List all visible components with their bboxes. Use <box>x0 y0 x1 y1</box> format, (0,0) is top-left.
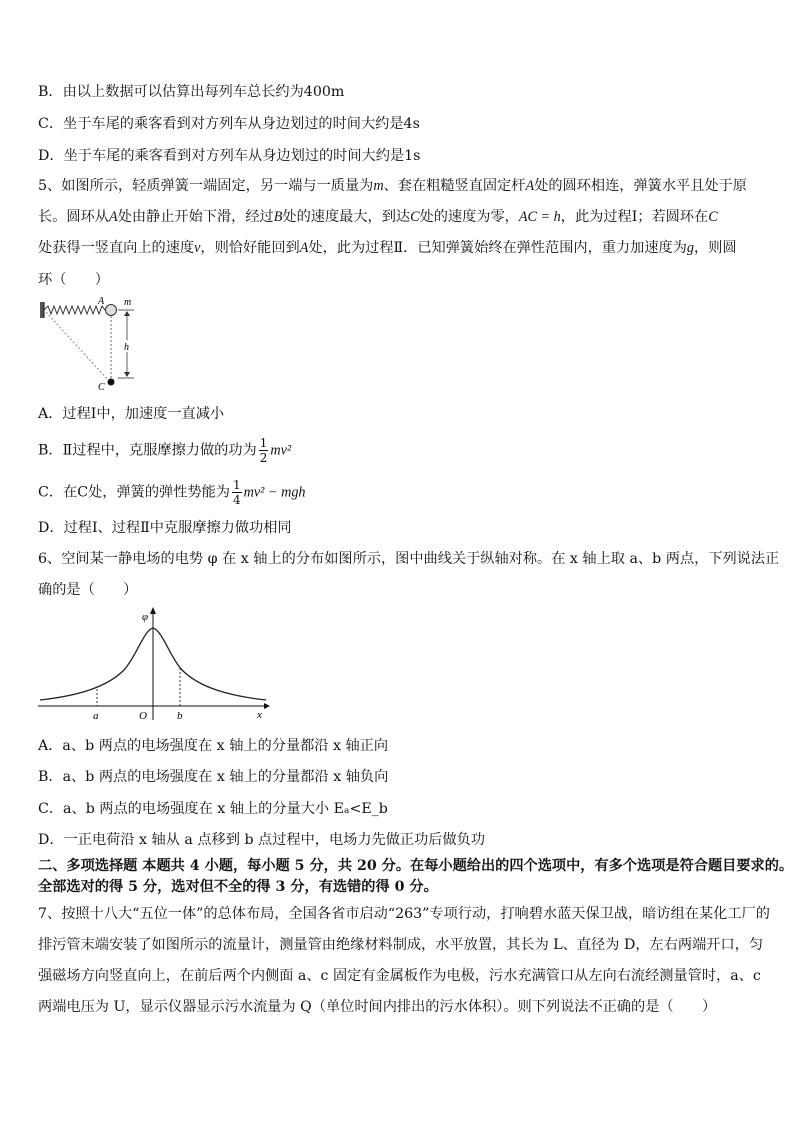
q5-stem-line2: 长。圆环从A处由静止开始下滑，经过B处的速度最大，到达C处的速度为零，AC = h，此为过程Ⅰ；若圆环在C <box>38 209 718 225</box>
q5-option-d: D．过程Ⅰ、过程Ⅱ中克服摩擦力做功相同 <box>38 520 292 536</box>
q6-option-d: D．一正电荷沿 x 轴从 a 点移到 b 点过程中，电场力先做正功后做负功 <box>38 832 486 848</box>
q5-stem-line4: 环（ ） <box>38 272 109 288</box>
q5-option-b: B．Ⅱ过程中，克服摩擦力做的功为 $\frac{1}{2}$ mv² <box>38 436 292 465</box>
q6-option-b: B．a、b 两点的电场强度在 x 轴上的分量都沿 x 轴负向 <box>38 769 389 785</box>
q7-stem-line1: 7、按照十八大“五位一体”的总体布局，全国各省市启动“263”专项行动，打响碧水蓝天保卫战，暗访组在某化工厂的 <box>38 906 770 922</box>
spring-final-position <box>46 312 108 380</box>
wall-hatch <box>40 302 44 318</box>
q6-option-a: A．a、b 两点的电场强度在 x 轴上的分量都沿 x 轴正向 <box>38 738 389 754</box>
q5-spring-figure <box>38 296 148 396</box>
q5-option-a: A．过程Ⅰ中，加速度一直减小 <box>38 406 225 422</box>
x-axis-arrow <box>264 703 270 709</box>
section2-heading-line2: 全部选对的得 5 分，选对但不全的得 3 分，有选错的得 0 分。 <box>38 879 438 895</box>
ring-a <box>106 305 117 316</box>
q7-stem-line3: 强磁场方向竖直向上，在前后两个内侧面 a、c 固定有金属板作为电极，污水充满管口从左向右流经测量管时，a、c <box>38 968 761 984</box>
q6-option-c: C．a、b 两点的电场强度在 x 轴上的分量大小 Eₐ<E_b <box>38 801 388 817</box>
q7-stem-line2: 排污管末端安装了如图所示的流量计，测量管由绝缘材料制成，水平放置，其长为 L、直径为 D，左右两端开口，匀 <box>38 937 764 953</box>
q6-stem-line1: 6、空间某一静电场的电势 φ 在 x 轴上的分布如图所示，图中曲线关于纵轴对称。在 x 轴上取 a、b 两点，下列说法正 <box>38 551 780 567</box>
dim-arrowhead-up <box>124 311 130 316</box>
label-b: b <box>177 710 183 722</box>
label-m: m <box>124 297 132 308</box>
label-origin: O <box>139 710 147 722</box>
spring-coil <box>44 306 106 314</box>
q4-option-c: C．坐于车尾的乘客看到对方列车从身边划过的时间大约是4s <box>38 116 420 132</box>
ring-c <box>108 379 115 386</box>
section2-heading-line1: 二、多项选择题 本题共 4 小题，每小题 5 分，共 20 分。在每小题给出的四个选项中，有多个选项是符合题目要求的。 <box>38 858 794 874</box>
q4-option-b: B．由以上数据可以估算出每列车总长约为400m <box>38 84 345 100</box>
label-a: a <box>93 710 99 722</box>
q5-stem-line1: 5、如图所示，轻质弹簧一端固定，另一端与一质量为m、套在粗糙竖直固定杆A处的圆环相连，弹簧水平且处于原 <box>38 178 747 194</box>
label-h: h <box>124 342 129 353</box>
label-c: C <box>98 382 105 393</box>
label-x: x <box>257 709 262 721</box>
q6-stem-line2: 确的是（ ） <box>38 582 138 598</box>
y-axis-arrow <box>150 607 156 614</box>
q4-option-d: D．坐于车尾的乘客看到对方列车从身边划过的时间大约是1s <box>38 148 421 164</box>
label-a: A <box>98 296 105 307</box>
q5-stem-line3: 处获得一竖直向上的速度v，则恰好能回到A处，此为过程Ⅱ．已知弹簧始终在弹性范围内，重力加速度为g，则圆 <box>38 240 737 256</box>
dim-arrowhead-down <box>124 372 130 377</box>
q5-option-c: C．在C处，弹簧的弹性势能为 $\frac{1}{4}$ mv² − mgh <box>38 478 306 507</box>
q7-stem-line4: 两端电压为 U，显示仪器显示污水流量为 Q（单位时间内排出的污水体积）。则下列说法不正确的是（ ） <box>38 999 717 1015</box>
q6-potential-figure <box>36 602 272 724</box>
label-phi: φ <box>142 611 149 623</box>
